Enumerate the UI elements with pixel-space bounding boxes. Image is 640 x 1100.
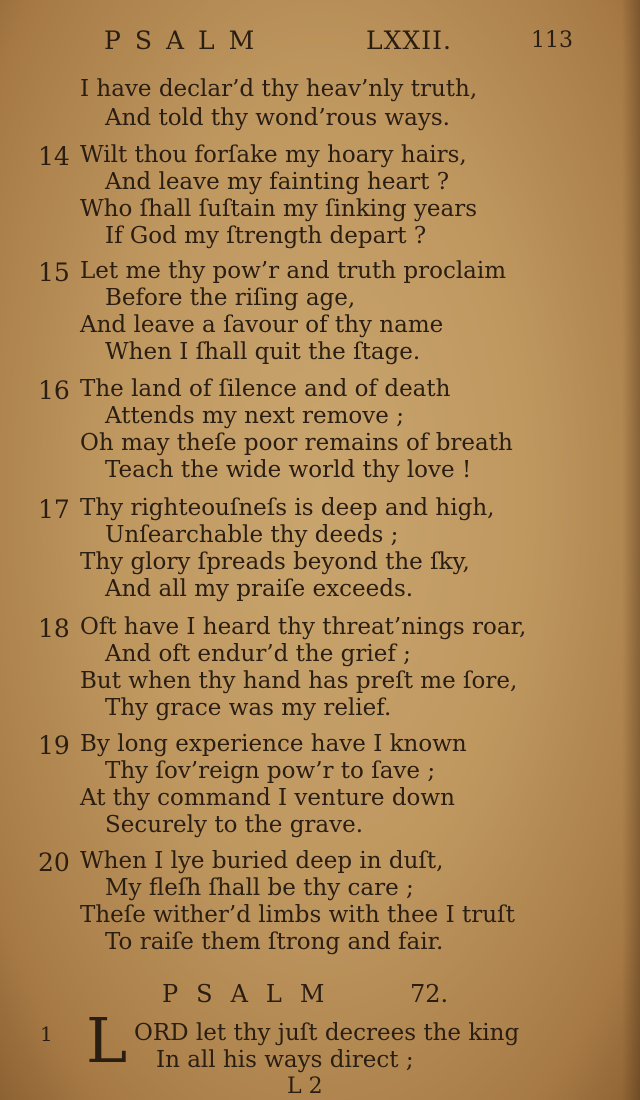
verse-line: Thy glory ſpreads beyond the ſky, xyxy=(80,549,470,575)
verse-line: Thy righteouſneſs is deep and high, xyxy=(80,495,495,521)
verse-line: My fleſh ſhall be thy care ; xyxy=(105,875,414,901)
verse-line: If God my ſtrength depart ? xyxy=(105,223,427,249)
verse-line: Teach the wide world thy love ! xyxy=(105,457,472,483)
psalm-number: 72. xyxy=(410,980,449,1008)
verse-line: Oh may theſe poor remains of breath xyxy=(80,430,513,456)
verse-line: I have declar’d thy heav’nly truth, xyxy=(80,76,478,102)
verse-line: Let me thy pow’r and truth proclaim xyxy=(80,258,507,284)
verse-line: Before the riſing age, xyxy=(105,285,356,311)
verse-number: 16 xyxy=(38,376,70,405)
verse-line: Who ſhall ſuſtain my ſinking years xyxy=(80,196,477,222)
verse-number: 18 xyxy=(38,614,70,643)
verse-line: And told thy wond’rous ways. xyxy=(105,105,450,131)
verse-line: When I lye buried deep in duſt, xyxy=(80,848,444,874)
verse-line: To raiſe them ſtrong and fair. xyxy=(105,929,444,955)
verse-number: 14 xyxy=(38,142,70,171)
verse-line: And leave my fainting heart ? xyxy=(105,169,450,195)
drop-cap: L xyxy=(86,1004,128,1077)
verse-line: Oft have I heard thy threat’nings roar, xyxy=(80,614,527,640)
verse-line: Securely to the grave. xyxy=(105,812,364,838)
verse-line: But when thy hand has preſt me ſore, xyxy=(80,668,518,694)
verse-number: 17 xyxy=(38,495,70,524)
verse-line: At thy command I venture down xyxy=(80,785,455,811)
verse-line: Thy ſov’reign pow’r to ſave ; xyxy=(105,758,436,784)
verse-line: By long experience have I known xyxy=(80,731,467,757)
page-number: 113 xyxy=(531,28,573,53)
header-psalm-numeral: LXXII. xyxy=(366,26,452,55)
verse-line: When I ſhall quit the ſtage. xyxy=(105,339,421,365)
verse-line: ORD let thy juſt decrees the king xyxy=(134,1020,520,1046)
verse-number: 15 xyxy=(38,258,70,287)
verse-line: Unſearchable thy deeds ; xyxy=(105,522,399,548)
header-title: PSALM xyxy=(104,26,269,55)
verse-line: The land of ſilence and of death xyxy=(80,376,451,402)
verse-line: Attends my next remove ; xyxy=(105,403,404,429)
verse-line: Wilt thou forſake my hoary hairs, xyxy=(80,142,467,168)
running-header xyxy=(0,22,640,62)
verse-number: 1 xyxy=(40,1022,53,1046)
verse-number: 19 xyxy=(38,731,70,760)
verse-line: Thy grace was my relief. xyxy=(105,695,392,721)
verse-line: In all his ways direct ; xyxy=(156,1047,414,1073)
signature-mark: L 2 xyxy=(287,1074,323,1099)
verse-number: 20 xyxy=(38,848,70,877)
verse-line: And leave a ſavour of thy name xyxy=(80,312,444,338)
verse-line: And oft endur’d the grief ; xyxy=(105,641,411,667)
page-edge-shadow xyxy=(622,0,640,1100)
verse-line: Theſe wither’d limbs with thee I truſt xyxy=(80,902,515,928)
psalm-heading: PSALM xyxy=(162,980,343,1008)
verse-line: And all my praiſe exceeds. xyxy=(105,576,414,602)
